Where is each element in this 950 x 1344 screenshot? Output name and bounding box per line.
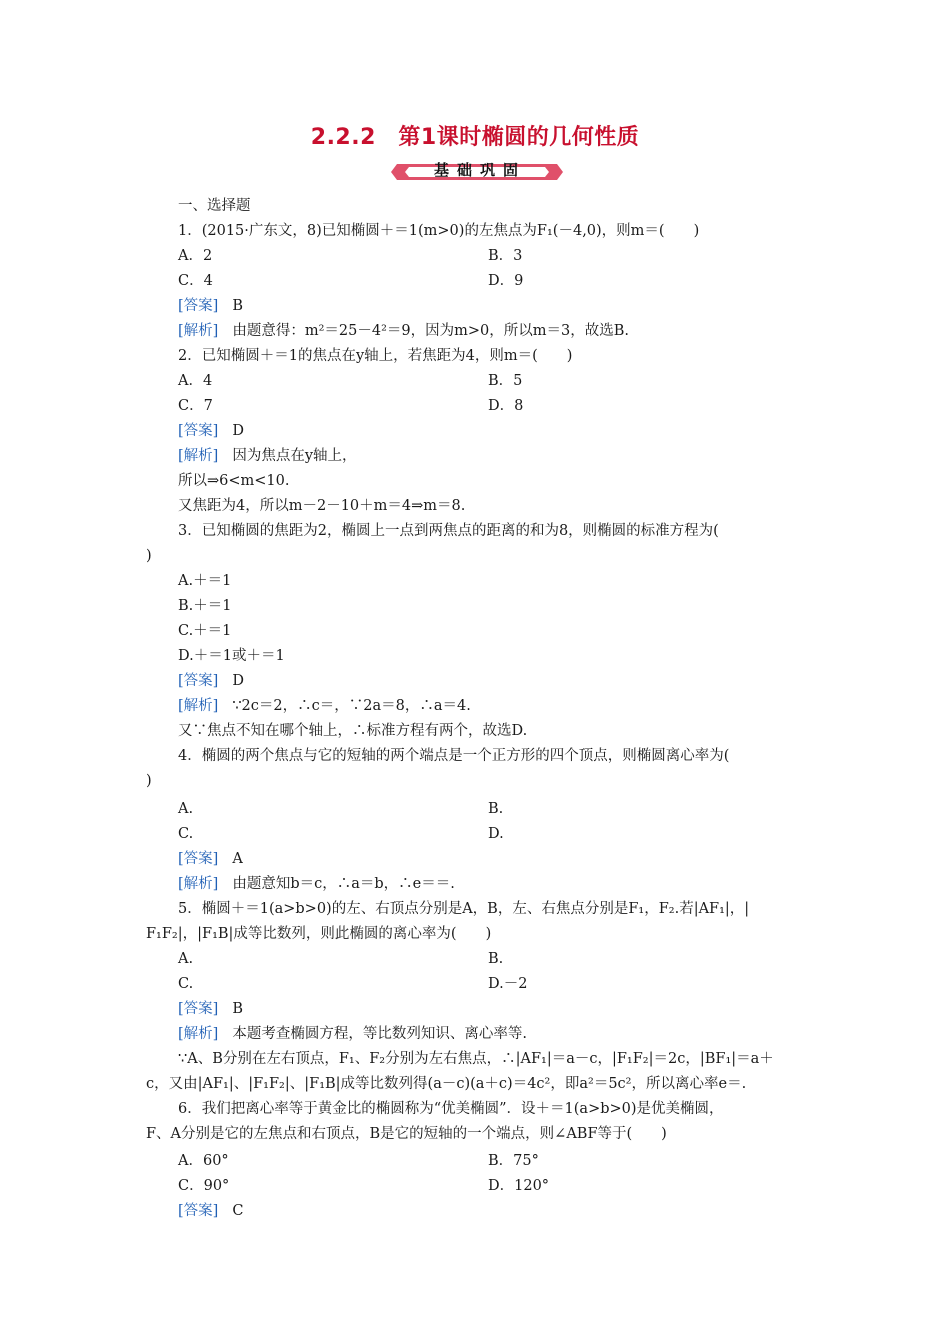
option-b: B.: [488, 951, 504, 967]
analysis-tag: [解析]: [178, 1026, 219, 1042]
answer-tag: [答案]: [178, 1001, 219, 1017]
section-banner-label: 基础巩固: [433, 161, 526, 179]
answer-line: [178, 296, 243, 316]
answer-value: A: [232, 851, 243, 867]
analysis-text: 本题考查椭圆方程，等比数列知识、离心率等.: [232, 1026, 527, 1042]
page-title: 2.2.2 第1课时椭圆的几何性质: [310, 125, 640, 150]
analysis-tag: [解析]: [178, 698, 219, 714]
option-c: C.: [178, 976, 194, 992]
analysis-text: 由题意得：m²＝25－4²＝9，因为m>0，所以m＝3，故选B.: [232, 323, 629, 339]
answer-tag: [答案]: [178, 298, 219, 314]
analysis-text: 因为焦点在y轴上，: [232, 448, 357, 464]
option-b: B．3: [488, 248, 523, 264]
section-heading: 一、选择题: [178, 198, 251, 214]
question-5-continued: F₁F₂|，|F₁B|成等比数列，则此椭圆的离心率为( ): [146, 926, 492, 942]
option-d: D．8: [488, 398, 524, 414]
analysis-tag: [解析]: [178, 323, 219, 339]
answer-line: [178, 999, 243, 1019]
option-c: C．90°: [178, 1178, 230, 1194]
option-b: B.＋＝1: [178, 598, 232, 614]
answer-line: [178, 671, 244, 691]
question-6-continued: F、A分别是它的左焦点和右顶点，B是它的短轴的一个端点，则∠ABF等于( ): [146, 1126, 667, 1142]
option-c: C.＋＝1: [178, 623, 232, 639]
option-d: D.: [488, 826, 504, 842]
option-b: B．5: [488, 373, 523, 389]
option-b: B．75°: [488, 1153, 539, 1169]
analysis-text: ∵A、B分别在左右顶点，F₁、F₂分别为左右焦点，∴|AF₁|＝a－c，|F₁F₂|＝2c，|BF₁|＝a＋: [178, 1051, 774, 1067]
question-4-continued: ): [146, 773, 152, 789]
option-d: D．9: [488, 273, 524, 289]
option-d: D.－2: [488, 976, 528, 992]
answer-line: [178, 849, 243, 869]
option-a: A.: [178, 951, 194, 967]
option-a: A．60°: [178, 1153, 229, 1169]
analysis-line: [178, 696, 471, 716]
option-c: C．7: [178, 398, 213, 414]
option-a: A.＋＝1: [178, 573, 232, 589]
answer-value: C: [232, 1203, 244, 1219]
option-a: A.: [178, 801, 194, 817]
answer-value: D: [232, 423, 244, 439]
analysis-tag: [解析]: [178, 448, 219, 464]
question-3-continued: ): [146, 548, 152, 564]
answer-line: [178, 421, 244, 441]
question-2: 2．已知椭圆＋＝1的焦点在y轴上，若焦距为4，则m＝( ): [178, 348, 573, 364]
answer-value: D: [232, 673, 244, 689]
analysis-text: c，又由|AF₁|、|F₁F₂|、|F₁B|成等比数列得(a－c)(a＋c)＝4c²，即a²＝5c²，所以离心率e＝.: [146, 1076, 747, 1092]
option-c: C.: [178, 826, 194, 842]
option-d: D．120°: [488, 1178, 550, 1194]
analysis-text: 又∵焦点不知在哪个轴上，∴标准方程有两个，故选D.: [178, 723, 528, 739]
analysis-tag: [解析]: [178, 876, 219, 892]
analysis-line: [178, 1024, 527, 1044]
question-3: 3．已知椭圆的焦距为2，椭圆上一点到两焦点的距离的和为8，则椭圆的标准方程为(: [178, 523, 719, 539]
answer-value: B: [232, 1001, 243, 1017]
analysis-text: 所以⇒6<m<10.: [178, 473, 290, 489]
option-a: A．2: [178, 248, 213, 264]
option-b: B.: [488, 801, 504, 817]
answer-line: [178, 1201, 243, 1221]
question-6: 6．我们把离心率等于黄金比的椭圆称为“优美椭圆”．设＋＝1(a>b>0)是优美椭圆，: [178, 1101, 724, 1117]
analysis-text: ∵2c＝2，∴c＝，∵2a＝8，∴a＝4.: [232, 698, 471, 714]
option-a: A．4: [178, 373, 213, 389]
answer-tag: [答案]: [178, 851, 219, 867]
analysis-text: 由题意知b＝c，∴a＝b，∴e＝＝.: [232, 876, 455, 892]
question-1: 1．(2015·广东文，8)已知椭圆＋＝1(m>0)的左焦点为F₁(－4,0)，则m＝( ): [178, 223, 700, 239]
analysis-text: 又焦距为4，所以m－2－10＋m＝4⇒m＝8.: [178, 498, 466, 514]
option-d: D.＋＝1或＋＝1: [178, 648, 285, 664]
answer-tag: [答案]: [178, 423, 219, 439]
analysis-line: [178, 321, 629, 341]
answer-value: B: [232, 298, 243, 314]
option-c: C．4: [178, 273, 213, 289]
analysis-line: [178, 874, 455, 894]
question-5: 5．椭圆＋＝1(a>b>0)的左、右顶点分别是A，B，左、右焦点分别是F₁，F₂.若|AF₁|，|: [178, 901, 750, 917]
answer-tag: [答案]: [178, 1203, 219, 1219]
analysis-line: [178, 446, 357, 466]
answer-tag: [答案]: [178, 673, 219, 689]
question-4: 4．椭圆的两个焦点与它的短轴的两个端点是一个正方形的四个顶点，则椭圆离心率为(: [178, 748, 730, 764]
